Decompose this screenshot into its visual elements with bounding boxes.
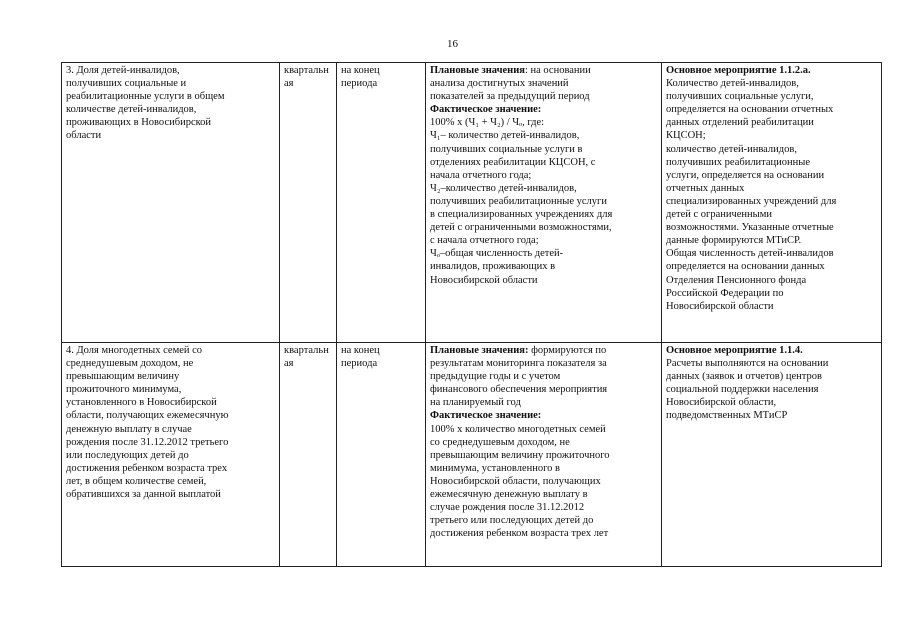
text-line: показателей за предыдущий период: [430, 91, 590, 103]
activity-cell: [662, 343, 882, 567]
activity-label: Основное мероприятие 1.1.4.: [666, 345, 803, 356]
plan-fact-cell: [426, 343, 662, 567]
text-line: детей с ограниченными возможностями,: [430, 222, 612, 234]
text-line: периода: [341, 358, 378, 370]
text-line: 3. Доля детей-инвалидов,: [66, 65, 180, 76]
page-number: 16: [447, 38, 458, 50]
text-line: предыдущие годы и с учетом: [430, 371, 561, 383]
activity-label: Основное мероприятие 1.1.2.а.: [666, 65, 811, 76]
plan-text-line: : на основании: [524, 65, 591, 76]
table-row: [62, 343, 882, 567]
plan-text: [430, 77, 657, 103]
text-line: обратившихся за данной выплатой: [66, 489, 221, 501]
indicators-table: [61, 62, 882, 567]
text-line: со среднедушевым доходом, не: [430, 436, 570, 448]
text-line: КЦСОН;: [666, 130, 706, 142]
text-line: достижения ребенком возраста трех лет: [430, 528, 609, 540]
periodicity-cell: [280, 63, 337, 343]
text-line: социальной поддержки населения: [666, 384, 819, 396]
text-line: периода: [341, 78, 378, 90]
text-line: определяется на основании отчетных: [666, 104, 834, 116]
text-line: Расчеты выполняются на основании: [666, 358, 829, 370]
text-line: установленного в Новосибирской: [66, 397, 217, 409]
text-line: денежную выплату в случае: [66, 423, 192, 435]
text-line: результатам мониторинга показателя за: [430, 358, 607, 370]
text-line: количестве детей-инвалидов,: [66, 104, 197, 116]
text-line: данных отделений реабилитации: [666, 117, 814, 129]
fact-formula: 100% х (Ч₁ + Ч₂) / Чₒ, где:: [430, 117, 545, 129]
text-line: реабилитационные услуги в общем: [66, 91, 225, 103]
text-line: детей с ограниченными: [666, 209, 772, 221]
text-line: данных (заявок и отчетов) центров: [666, 371, 822, 383]
text-line: Новосибирской области,: [666, 397, 777, 409]
text-line: Новосибирской области, получающих: [430, 475, 601, 487]
plan-text-line: формируются по: [528, 345, 607, 356]
text-line: начала отчетного года;: [430, 169, 532, 181]
text-line: проживающих в Новосибирской: [66, 117, 212, 129]
fact-text: [430, 423, 657, 541]
indicator-cell: [62, 343, 280, 567]
text-line: случае рождения после 31.12.2012: [430, 502, 585, 514]
fact-label: Фактическое значение:: [430, 104, 542, 116]
fact-text: [430, 129, 657, 286]
text-line: ежемесячную денежную выплату в: [430, 489, 588, 501]
text-line: финансового обеспечения мероприятия: [430, 384, 608, 396]
text-line: в специализированных учреждениях для: [430, 209, 613, 221]
text-line: достижения ребенком возраста трех: [66, 462, 228, 474]
periodicity-line: квартальная: [284, 345, 329, 370]
periodicity-line: квартальная: [284, 65, 329, 90]
plan-text: [430, 357, 657, 409]
text-line: третьего или последующих детей до: [430, 515, 594, 527]
text-line: Общая численность детей-инвалидов: [666, 248, 834, 260]
plan-label: Плановые значения: [430, 65, 525, 76]
text-line: получивших реабилитационные услуги: [430, 195, 607, 207]
text-line: данные формируются МТиСР.: [666, 235, 802, 247]
text-line: или последующих детей до: [66, 449, 189, 461]
text-line: минимума, установленного в: [430, 462, 560, 474]
period-cell: [337, 343, 426, 567]
text-line: с начала отчетного года;: [430, 235, 539, 247]
period-cell: [337, 63, 426, 343]
text-line: Ч₁– количество детей-инвалидов,: [430, 130, 580, 142]
text-line: Ч₂–количество детей-инвалидов,: [430, 182, 577, 194]
text-line: получивших социальные и: [66, 78, 187, 90]
text-line: Новосибирской области: [430, 274, 538, 286]
text-line: среднедушевым доходом, не: [66, 358, 194, 370]
text-line: получивших реабилитационные: [666, 156, 810, 168]
text-line: Количество детей-инвалидов,: [666, 78, 799, 90]
text-line: отчетных данных: [666, 182, 745, 194]
text-line: инвалидов, проживающих в: [430, 261, 556, 273]
text-line: получивших социальные услуги,: [666, 91, 814, 103]
activity-text: [666, 357, 877, 422]
text-line: на конец: [341, 65, 380, 76]
text-line: определяется на основании данных: [666, 261, 825, 273]
text-line: услуги, определяется на основании: [666, 169, 825, 181]
periodicity-cell: [280, 343, 337, 567]
text-line: превышающим величину: [66, 371, 180, 383]
text-line: 100% х количество многодетных семей: [430, 423, 606, 435]
activity-cell: [662, 63, 882, 343]
text-line: отделениях реабилитации КЦСОН, с: [430, 156, 596, 168]
activity-text: [666, 77, 877, 313]
plan-fact-cell: [426, 63, 662, 343]
text-line: области: [66, 130, 102, 142]
text-line: количество детей-инвалидов,: [666, 143, 797, 155]
text-line: подведомственных МТиСР: [666, 410, 788, 422]
text-line: Новосибирской области: [666, 300, 774, 312]
text-line: получивших социальные услуги в: [430, 143, 583, 155]
text-line: превышающим величину прожиточного: [430, 449, 610, 461]
text-line: рождения после 31.12.2012 третьего: [66, 436, 229, 448]
text-line: Чₒ–общая численность детей-: [430, 248, 564, 260]
text-line: специализированных учреждений для: [666, 195, 837, 207]
table-row: [62, 63, 882, 343]
text-line: на конец: [341, 345, 380, 356]
text-line: Российской Федерации по: [666, 287, 784, 299]
text-line: прожиточного минимума,: [66, 384, 182, 396]
text-line: на планируемый год: [430, 397, 521, 409]
text-line: области, получающих ежемесячную: [66, 410, 229, 422]
plan-label: Плановые значения:: [430, 345, 529, 356]
text-line: анализа достигнутых значений: [430, 78, 569, 90]
indicator-cell: [62, 63, 280, 343]
text-line: Отделения Пенсионного фонда: [666, 274, 807, 286]
text-line: возможностями. Указанные отчетные: [666, 222, 834, 234]
text-line: 4. Доля многодетных семей со: [66, 345, 203, 356]
fact-label: Фактическое значение:: [430, 410, 542, 422]
text-line: лет, в общем количестве семей,: [66, 475, 207, 487]
